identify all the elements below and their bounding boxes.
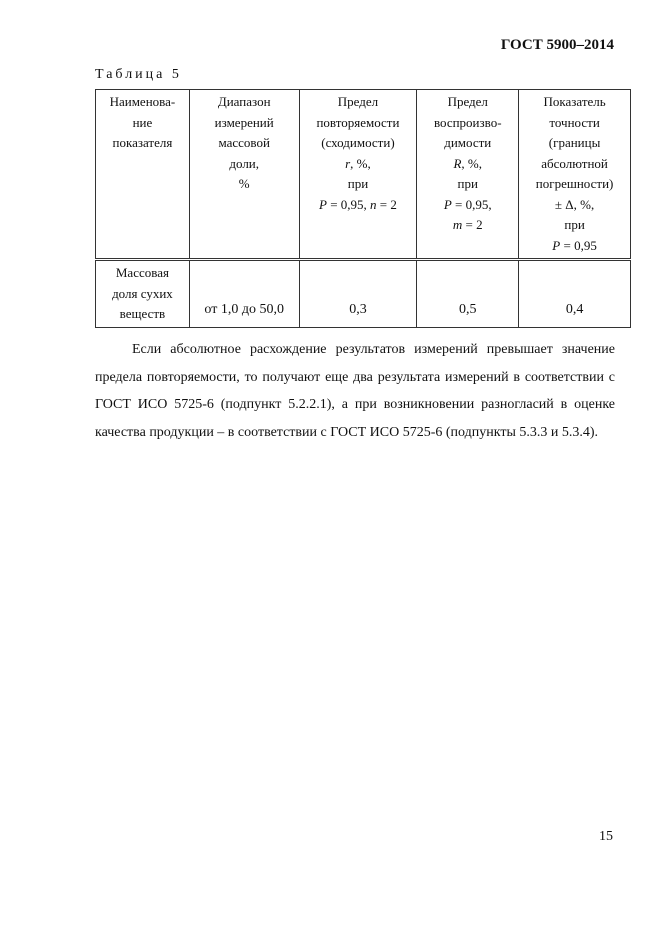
standard-code: ГОСТ 5900–2014 <box>500 37 614 53</box>
header-accuracy-indicator: Показатель точности (границы абсолютной погрешности) ± Δ, %, при P = 0,95 <box>519 90 631 260</box>
header-indicator-name: Наименова- ние показателя <box>96 90 190 260</box>
cell-repeatability: 0,3 <box>299 260 417 328</box>
cell-reproducibility: 0,5 <box>417 260 519 328</box>
data-table <box>95 89 631 328</box>
cell-measurement-range: от 1,0 до 50,0 <box>189 260 299 328</box>
header-measurement-range: Диапазон измерений массовой доли, % <box>189 90 299 260</box>
cell-accuracy: 0,4 <box>519 260 631 328</box>
page-number: 15 <box>599 829 613 844</box>
table-row <box>96 260 631 328</box>
header-reproducibility-limit: Предел воспроизво- димости R, %, при P = 0,95, m = 2 <box>417 90 519 260</box>
body-paragraph: Если абсолютное расхождение результатов измерений превышает значение предела повторяемости, то получают еще два результата измерений в соответствии с ГОСТ ИСО 5725-6 (подпункт 5.2.2.1), а при возникновении разногласий в оценке качества продукции – в соответствии с ГОСТ ИСО 5725-6 (подпункты 5.3.3 и 5.3.4). <box>95 342 615 440</box>
cell-indicator-name: Массовая доля сухих веществ <box>96 260 190 328</box>
table-caption: Таблица 5 <box>95 67 182 82</box>
header-repeatability-limit: Предел повторяемости (сходимости) r, %, при P = 0,95, n = 2 <box>299 90 417 260</box>
table-header-row <box>96 90 631 260</box>
